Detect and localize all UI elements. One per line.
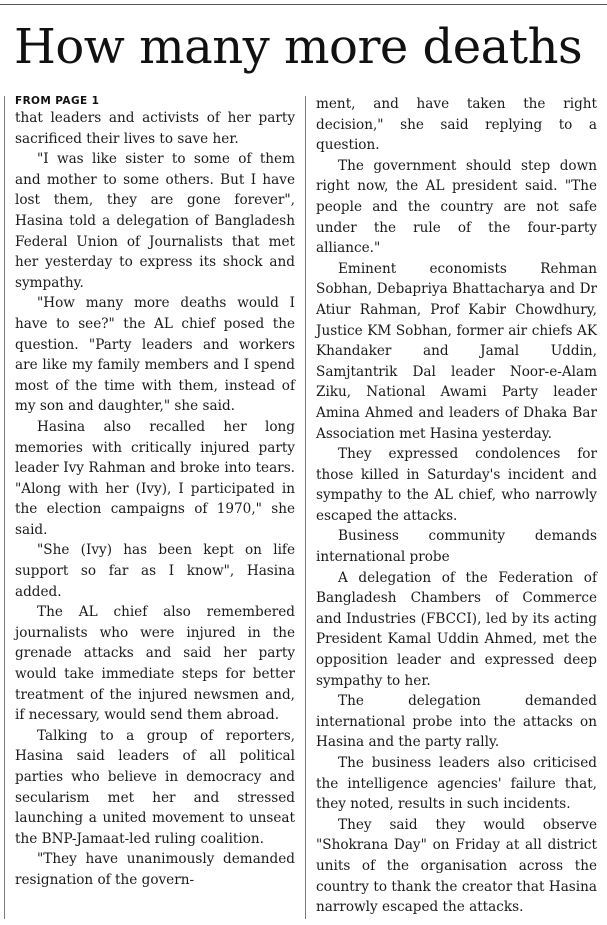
paragraph: The government should step down right now, the AL president said. "The people and the country are not safe under the rule of the four-party alliance." — [316, 157, 597, 257]
paragraph: "She (Ivy) has been kept on life support so far as I know", Hasina added. — [15, 542, 295, 600]
paragraph: The AL chief also remembered journalists who were injured in the grenade attacks and said her party would take immediate steps for better treatment of the injured newsmen and, if necessary, would send them abroad. — [15, 604, 295, 724]
paragraph: Hasina also recalled her long memories with critically injured party leader Ivy Rahman and broke into tears. "Along with her (Ivy), I participated in the election campaigns of 1970," she said. — [15, 418, 295, 538]
paragraph: "I was like sister to some of them and mother to some others. But I have lost them, they are gone forever", Hasina told a delegation of Bangladesh Federal Union of Journalists that met her yesterday to express its shock and sympathy. — [15, 151, 295, 291]
left-border-rule — [4, 96, 5, 919]
paragraph: Eminent economists Rehman Sobhan, Debapriya Bhattacharya and Dr Atiur Rahman, Prof Kabir Chowdhury, Justice KM Sobhan, former air chiefs AK Khandaker and Jamal Uddin, Samjtantrik Dal leader Noor-e-Alam Ziku, National Awami Party leader Amina Ahmed and leaders of Dhaka Bar Association met Hasina yesterday. — [316, 260, 597, 442]
paragraph: A delegation of the Federation of Bangladesh Chambers of Commerce and Industries (FBCCI), led by its acting President Kamal Uddin Ahmed, met the opposition leader and expressed deep sympathy to her. — [316, 569, 597, 689]
column-divider — [305, 96, 306, 919]
right-column — [316, 94, 597, 918]
paragraph: They said they would observe "Shokrana Day" on Friday at all district units of the organisation across the country to thank the creator that Hasina narrowly escaped the attacks. — [316, 816, 597, 916]
headline: How many more deaths — [14, 19, 583, 75]
paragraph: The business leaders also criticised the intelligence agencies' failure that, they noted, results in such incidents. — [316, 755, 597, 813]
paragraph: "How many more deaths would I have to see?" the AL chief posed the question. "Party leaders and workers are like my family members and I spend most of the time with them, instead of my son and daughter," she said. — [15, 295, 295, 415]
jump-line: FROM PAGE 1 — [15, 95, 100, 107]
paragraph: ment, and have taken the right decision," she said replying to a question. — [316, 96, 597, 154]
paragraph: The delegation demanded international probe into the attacks on Hasina and the party rally. — [316, 693, 597, 751]
paragraph: that leaders and activists of her party sacrificed their lives to save her. — [15, 110, 295, 147]
paragraph: "They have unanimously demanded resignation of the govern- — [15, 851, 295, 888]
paragraph: They expressed condolences for those killed in Saturday's incident and sympathy to the AL chief, who narrowly escaped the attacks. — [316, 446, 597, 524]
top-rule — [0, 4, 607, 5]
left-column — [15, 94, 295, 891]
subheading: Business community demands international probe — [316, 528, 597, 566]
paragraph: Talking to a group of reporters, Hasina said leaders of all political parties who believe in democracy and secularism met her and stressed launching a united movement to unseat the BNP-Jamaat-led ruling coalition. — [15, 727, 295, 847]
